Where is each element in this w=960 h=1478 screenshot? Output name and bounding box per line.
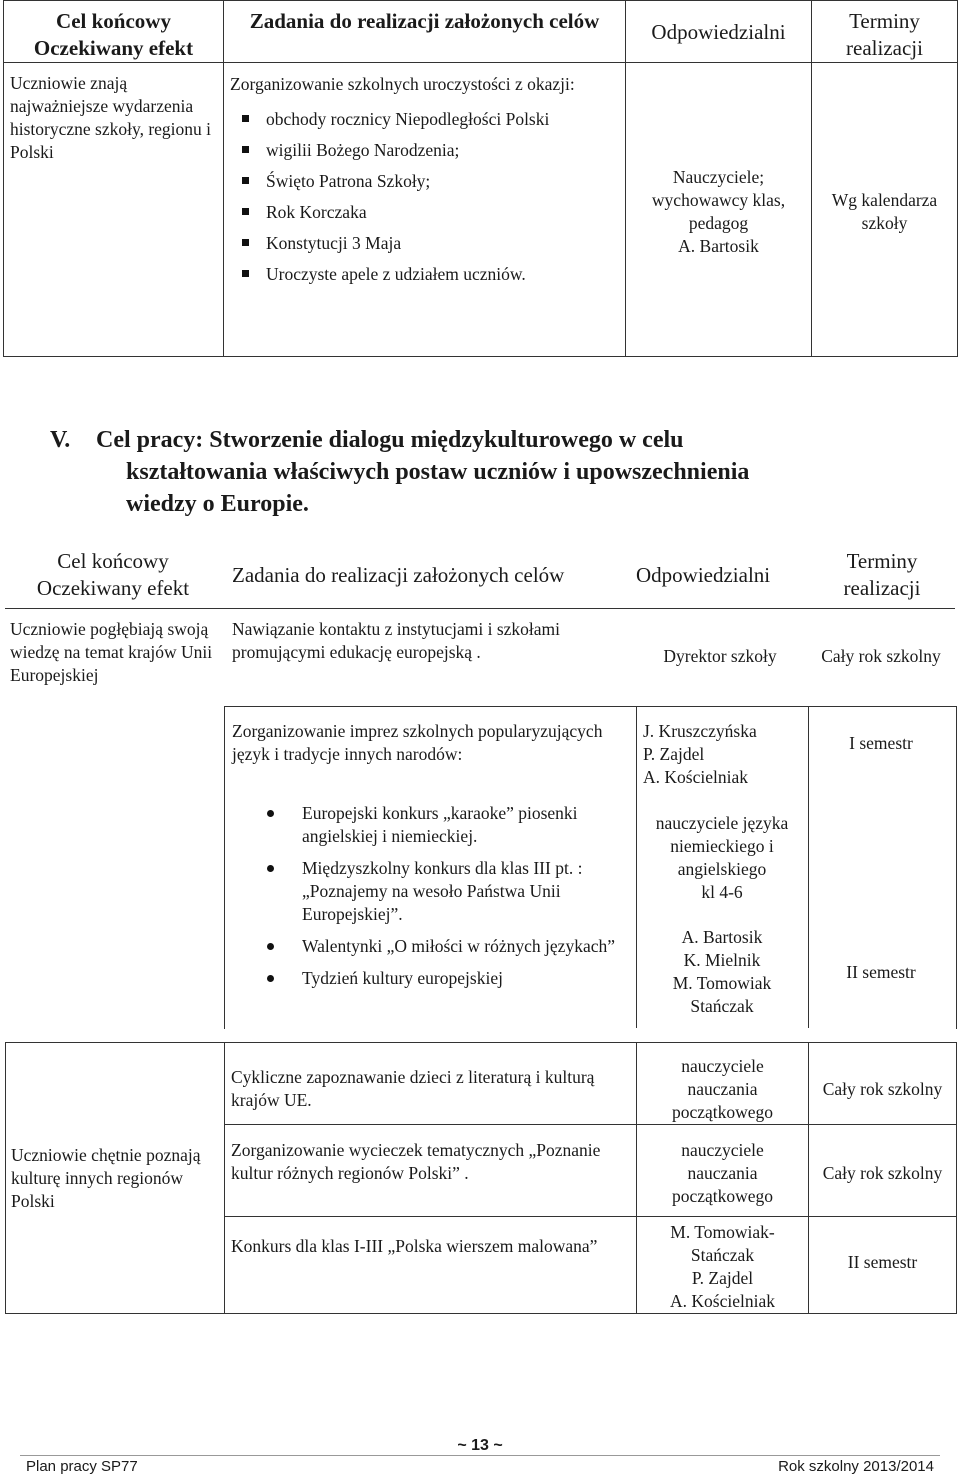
responsible-line: nauczania	[687, 1079, 758, 1099]
header-goal	[4, 1, 224, 63]
header-tasks-text: Zadania do realizacji założonych celów	[249, 9, 600, 33]
deadline-line: szkoły	[861, 213, 908, 233]
responsible-line: angielskiego	[677, 859, 767, 879]
responsible-line: A. Kościelniak	[643, 767, 748, 787]
block1-term-a: Cały rok szkolny	[821, 646, 941, 666]
block1-term-b2: II semestr	[846, 962, 916, 982]
block2-goal-cell	[6, 1043, 225, 1314]
section-line-2: kształtowania właściwych postaw uczniów i upowszechnienia	[126, 459, 750, 485]
table-goals-2	[5, 1042, 957, 1314]
tasks-list	[224, 107, 625, 286]
responsible-line: A. Bartosik	[681, 927, 763, 947]
list-item: Tydzień kultury europejskiej	[230, 967, 630, 990]
block2-term-1: Cały rok szkolny	[822, 1079, 943, 1099]
list-item: Konstytucji 3 Maja	[224, 231, 625, 255]
responsible-line: początkowego	[671, 1102, 774, 1122]
header-tasks	[224, 1, 626, 63]
footer-right: Rok szkolny 2013/2014	[778, 1458, 934, 1475]
t2-header-tasks: Zadania do realizacji założonych celów	[232, 563, 565, 587]
responsible-line: kl 4-6	[701, 882, 743, 902]
t2-header-responsible: Odpowiedzialni	[636, 563, 771, 587]
table-goals-1	[3, 0, 958, 357]
responsible-line: Stańczak	[690, 996, 754, 1016]
block1-goal: Uczniowie pogłębiają swoją wiedzę na temat krajów Unii Europejskiej	[10, 619, 213, 685]
list-item: Walentynki „O miłości w różnych językach”	[230, 935, 630, 958]
block1-task-a: Nawiązanie kontaktu z instytucjami i szkołami promującymi edukację europejską .	[232, 619, 561, 662]
block2-task-1: Cykliczne zapoznawanie dzieci z literaturą i kulturą krajów UE.	[231, 1067, 595, 1110]
responsible-line: nauczyciele	[681, 1056, 764, 1076]
responsible-line: wychowawcy klas,	[651, 190, 786, 210]
responsible-line: nauczyciele	[681, 1140, 764, 1160]
block2-task-2-cell	[225, 1125, 637, 1217]
block2-task-1-cell	[225, 1043, 637, 1125]
block1-task-b-list	[230, 802, 630, 999]
responsible-line: niemieckiego i	[670, 836, 774, 856]
tasks-intro: Zorganizowanie szkolnych uroczystości z okazji:	[230, 74, 575, 94]
list-item: Święto Patrona Szkoły;	[224, 169, 625, 193]
header-deadlines-text: Terminy realizacji	[846, 9, 923, 60]
list-item: Uroczyste apele z udziałem uczniów.	[224, 262, 625, 286]
t2-header-goal: Cel końcowy Oczekiwany efekt	[36, 549, 190, 600]
responsible-line: Stańczak	[690, 1245, 755, 1265]
block2-task-3-cell	[225, 1217, 637, 1314]
block2-resp-1-cell	[637, 1043, 809, 1125]
block2-term-3: II semestr	[847, 1252, 918, 1272]
goal-cell	[4, 63, 224, 357]
list-item: wigilii Bożego Narodzenia;	[224, 138, 625, 162]
tasks-cell	[224, 63, 626, 357]
block2-term-2-cell	[809, 1125, 957, 1217]
t2-header-deadlines: Terminy realizacji	[843, 549, 921, 600]
block2-term-3-cell	[809, 1217, 957, 1314]
goal-text: Uczniowie znają najważniejsze wydarzenia historyczne szkoły, regionu i Polski	[10, 73, 212, 162]
block2-task-3: Konkurs dla klas I-III „Polska wierszem malowana”	[231, 1236, 598, 1256]
t2-block1-border	[5, 608, 955, 609]
section-line-3: wiedzy o Europie.	[126, 491, 309, 517]
list-item: Międzyszkolny konkurs dla klas III pt. : „Poznajemy na wesoło Państwa Unii Europejskiej”.	[230, 857, 630, 926]
responsible-line: nauczyciele języka	[655, 813, 789, 833]
responsible-line: Nauczyciele;	[672, 167, 765, 187]
responsible-line: początkowego	[671, 1186, 774, 1206]
block1-resp-b2	[636, 812, 808, 904]
block1-term-b1: I semestr	[849, 733, 913, 753]
block2-goal: Uczniowie chętnie poznają kulturę innych regionów Polski	[11, 1144, 201, 1211]
block2-term-2: Cały rok szkolny	[822, 1163, 943, 1183]
responsible-line: P. Zajdel	[691, 1268, 754, 1288]
responsible-line: pedagog	[688, 213, 749, 233]
block2-task-2: Zorganizowanie wycieczek tematycznych „Poznanie kultur różnych regionów Polski” .	[231, 1140, 601, 1183]
list-item: Europejski konkurs „karaoke” piosenki angielskiej i niemieckiej.	[230, 802, 630, 848]
header-responsible-text: Odpowiedzialni	[651, 20, 786, 44]
block1-resp-a: Dyrektor szkoły	[663, 646, 777, 666]
block1-resp-b1	[643, 720, 803, 789]
responsible-line: J. Kruszczyńska	[643, 721, 757, 741]
responsible-line: A. Kościelniak	[670, 1291, 775, 1311]
responsible-line: A. Bartosik	[678, 236, 759, 256]
header-goal-text: Cel końcowy Oczekiwany efekt	[33, 9, 194, 60]
responsible-line: nauczania	[687, 1163, 758, 1183]
section-line-1: Cel pracy: Stworzenie dialogu międzykulturowego w celu	[96, 427, 684, 453]
block2-resp-2-cell	[637, 1125, 809, 1217]
section-number: V.	[50, 427, 71, 453]
block1-task-b-intro: Zorganizowanie imprez szkolnych popularyzujących język i tradycje innych narodów:	[232, 721, 603, 764]
footer-left: Plan pracy SP77	[26, 1458, 138, 1475]
header-deadlines	[812, 1, 958, 63]
block2-term-1-cell	[809, 1043, 957, 1125]
responsible-cell	[626, 63, 812, 357]
responsible-line: K. Mielnik	[683, 950, 761, 970]
block2-resp-3-cell	[637, 1217, 809, 1314]
block1-resp-b3	[636, 926, 808, 1018]
deadline-line: Wg kalendarza	[831, 190, 938, 210]
list-item: obchody rocznicy Niepodległości Polski	[224, 107, 625, 131]
footer-page-number: ~ 13 ~	[457, 1437, 503, 1454]
responsible-line: M. Tomowiak-	[670, 1222, 775, 1242]
deadline-cell	[812, 63, 958, 357]
responsible-line: M. Tomowiak	[672, 973, 772, 993]
header-responsible	[626, 1, 812, 63]
responsible-line: P. Zajdel	[643, 744, 705, 764]
footer-divider	[20, 1455, 940, 1456]
list-item: Rok Korczaka	[224, 200, 625, 224]
